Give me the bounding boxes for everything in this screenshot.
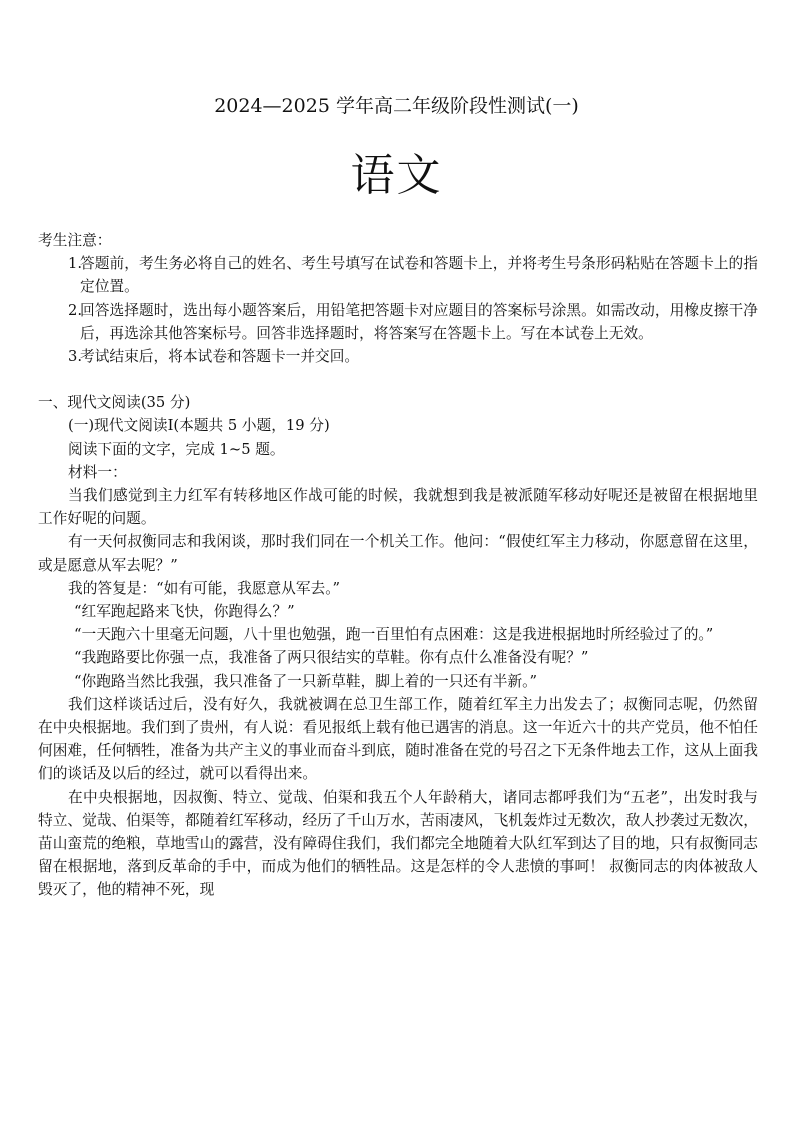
notice-item (38, 345, 758, 368)
exam-title: 2024—2025 学年高二年级阶段性测试(一) (214, 95, 579, 117)
notice-item (38, 252, 758, 298)
notice-item-text: 考试结束后，将本试卷和答题卡一并交回。 (80, 348, 360, 366)
section-spacer (38, 368, 758, 391)
subsection-title: (一)现代文阅读Ⅰ(本题共 5 小题，19 分) (68, 417, 330, 435)
passage-paragraph: “红军跑起路来飞快，你跑得么？” (74, 603, 295, 621)
passage-paragraph: “一天跑六十里毫无问题，八十里也勉强，跑一百里怕有点困难：这是我进根据地时所经验过了的。” (74, 626, 714, 644)
notice-heading: 考生注意： (38, 232, 112, 249)
passage-paragraph: 有一天何叔衡同志和我闲谈，那时我们同在一个机关工作。他问：“假使红军主力移动，你愿意留在这里，或是愿意从军去呢？” (38, 533, 758, 574)
notice-item-number: 1. (68, 255, 83, 273)
passage-paragraph: “你跑路当然比我强，我只准备了一只新草鞋，脚上着的一只还有半新。” (74, 672, 537, 690)
notice-list (38, 252, 758, 368)
material-label: 材料一： (68, 463, 127, 481)
passage-paragraph: 我们这样谈话过后，没有好久，我就被调在总卫生部工作，随着红军主力出发去了；叔衡同志呢，仍然留在中央根据地。我们到了贵州，有人说：看见报纸上载有他已遇害的消息。这一年近六十的共产党员，他不怕任何困难，任何牺牲，准备为共产主义的事业而奋斗到底，随时准备在党的号召之下无条件地去工作，这从上面我们的谈话及以后的经过，就可以看得出来。 (38, 695, 758, 783)
reading-instruction: 阅读下面的文字，完成 1~5 题。 (68, 440, 285, 458)
section-title: 一、现代文阅读(35 分) (38, 394, 191, 412)
passage-paragraph: 在中央根据地，因叔衡、特立、觉哉、伯渠和我五个人年龄稍大，诸同志都呼我们为“五老”，出发时我与特立、觉哉、伯渠等，都随着红军移动，经历了千山万水，苦雨凄风，飞机轰炸过无数次，敌人抄袭过无数次，苗山蛮荒的绝粮，草地雪山的露营，没有障碍住我们，我们都完全地随着大队红军到达了目的地，只有叔衡同志留在根据地，落到反革命的手中，而成为他们的牺牲品。这是怎样的令人悲愤的事呵！ 叔衡同志的肉体被敌人毁灭了，他的精神不死，现 (38, 788, 758, 899)
notice-item-text: 答题前，考生务必将自己的姓名、考生号填写在试卷和答题卡上，并将考生号条形码粘贴在答题卡上的指定位置。 (80, 255, 758, 296)
passage-paragraph: 我的答复是：“如有可能，我愿意从军去。” (68, 579, 341, 597)
subject-title: 语文 (350, 150, 443, 201)
notice-item (38, 299, 758, 345)
notice-item-text: 回答选择题时，选出每小题答案后，用铅笔把答题卡对应题目的答案标号涂黑。如需改动，用橡皮擦干净后，再选涂其他答案标号。回答非选择题时，将答案写在答题卡上。写在本试卷上无效。 (80, 301, 758, 342)
notice-item-number: 2. (68, 301, 83, 319)
passage-paragraph: “我跑路要比你强一点，我准备了两只很结实的草鞋。你有点什么准备没有呢？” (74, 649, 589, 667)
notice-item-number: 3. (68, 348, 83, 366)
page-content (38, 229, 758, 902)
passage-paragraph: 当我们感觉到主力红军有转移地区作战可能的时候，我就想到我是被派随军移动好呢还是被留在根据地里工作好呢的问题。 (38, 487, 758, 528)
